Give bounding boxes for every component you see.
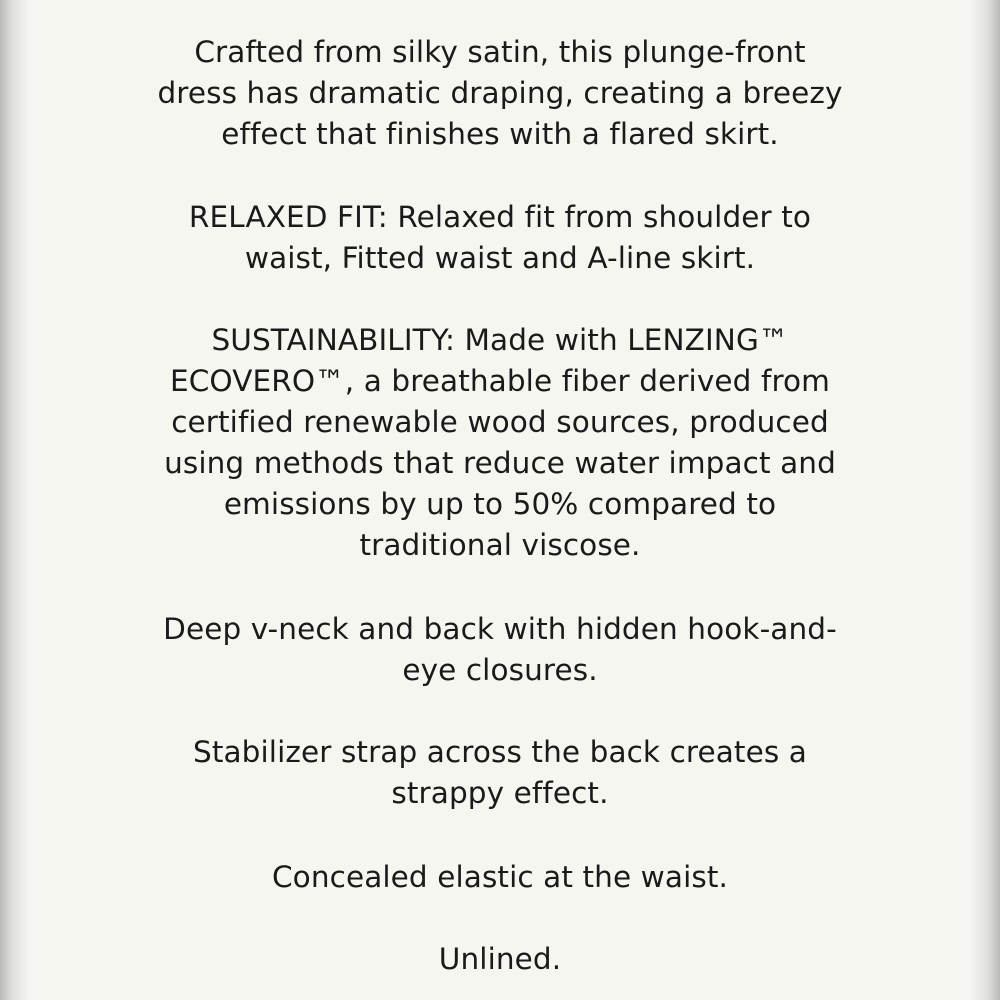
description-paragraph-strap: [40, 732, 960, 814]
text-line: strappy effect.: [391, 776, 609, 810]
text-line: Stabilizer strap across the back creates a: [193, 735, 807, 769]
description-paragraph-neckline: [40, 609, 960, 691]
text-line: using methods that reduce water impact and: [164, 446, 836, 480]
description-paragraph-lining: [40, 939, 960, 980]
text-line: certified renewable wood sources, produced: [171, 405, 829, 439]
text-line: effect that finishes with a flared skirt.: [221, 117, 779, 151]
description-paragraph-fit: [40, 197, 960, 279]
text-line: Deep v-neck and back with hidden hook-and-: [163, 612, 837, 646]
text-line: emissions by up to 50% compared to: [223, 487, 777, 521]
text-line: Concealed elastic at the waist.: [271, 860, 728, 894]
text-line: eye closures.: [402, 653, 598, 687]
text-line: traditional viscose.: [359, 528, 641, 562]
product-description-card: [40, 0, 960, 1000]
text-line: dress has dramatic draping, creating a breezy: [157, 76, 843, 110]
text-line: Unlined.: [438, 942, 562, 976]
description-paragraph-elastic: [40, 857, 960, 898]
text-line: RELAXED FIT: Relaxed fit from shoulder to: [188, 200, 812, 234]
description-paragraph-sustainability: [40, 320, 960, 566]
text-line: ECOVERO™, a breathable fiber derived from: [169, 364, 831, 398]
text-line: SUSTAINABILITY: Made with LENZING™: [211, 323, 789, 357]
text-line: Crafted from silky satin, this plunge-front: [194, 35, 806, 69]
description-paragraph-intro: [40, 32, 960, 155]
text-line: waist, Fitted waist and A-line skirt.: [244, 241, 756, 275]
